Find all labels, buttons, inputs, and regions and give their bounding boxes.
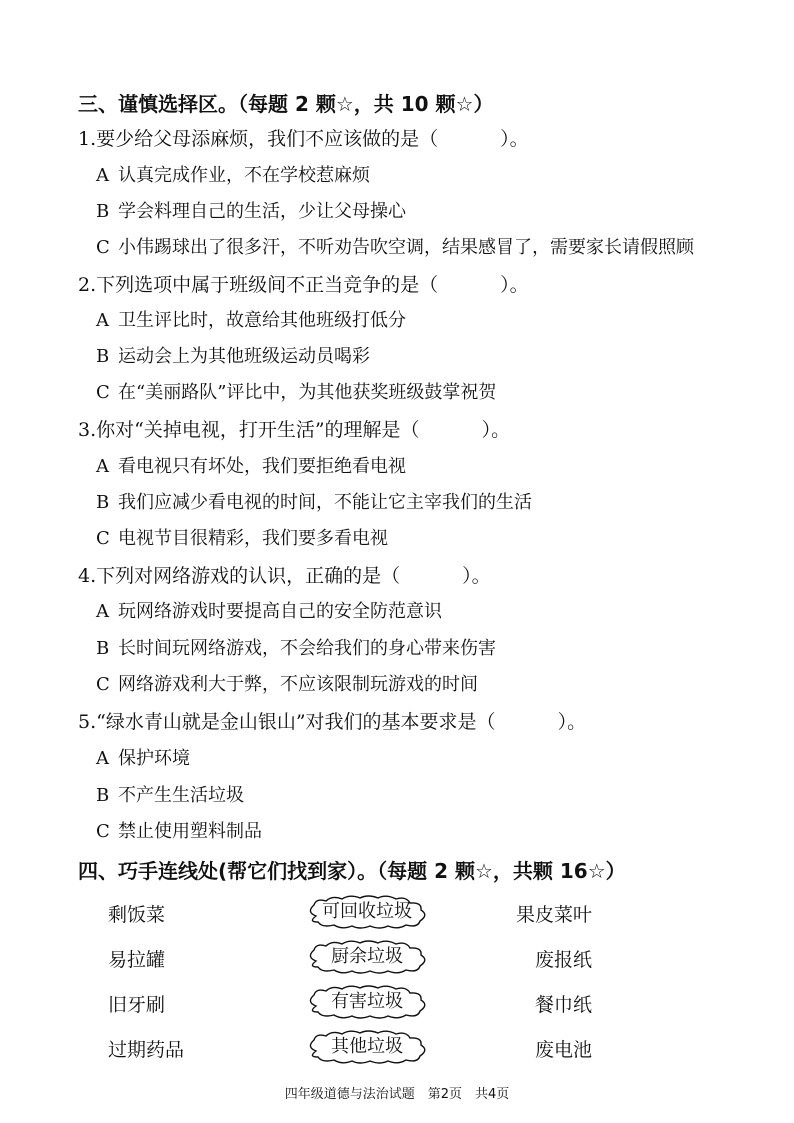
- question-1: 1.要少给父母添麻烦，我们不应该做的是（ ）。: [78, 128, 529, 150]
- question-4-option-a: A 玩网络游戏时要提高自己的安全防范意识: [96, 601, 442, 622]
- question-5-option-b: B 不产生生活垃圾: [96, 785, 244, 806]
- question-2: 2.下列选项中属于班级间不正当竞争的是（ ）。: [78, 274, 529, 296]
- match-right-item[interactable]: 果皮菜叶: [515, 904, 592, 926]
- section-3-title: 三、谨慎选择区。（每题 2 颗☆，共 10 颗☆）: [78, 92, 494, 116]
- question-3-option-a: A 看电视只有坏处，我们要拒绝看电视: [96, 456, 406, 477]
- match-left-item[interactable]: 过期药品: [108, 1039, 185, 1061]
- category-cloud[interactable]: [302, 1029, 432, 1065]
- section-4-title: 四、巧手连线处(帮它们找到家）。（每题 2 颗☆，共颗 16☆）: [78, 859, 626, 883]
- question-1-option-a: A 认真完成作业，不在学校惹麻烦: [96, 165, 370, 186]
- cloud-label: 可回收垃圾: [322, 901, 412, 922]
- cloud-label: 厨余垃圾: [331, 946, 403, 967]
- question-2-option-b: B 运动会上为其他班级运动员喝彩: [96, 346, 370, 367]
- match-left-item[interactable]: 剩饭菜: [108, 904, 166, 926]
- page-footer: 四年级道德与法治试题 第2页 共4页: [284, 1087, 510, 1102]
- cloud-label: 有害垃圾: [331, 991, 403, 1012]
- question-3-option-c: C 电视节目很精彩，我们要多看电视: [96, 528, 388, 549]
- match-right-item[interactable]: 废电池: [534, 1039, 592, 1061]
- match-right-item[interactable]: 餐巾纸: [534, 994, 592, 1016]
- question-4: 4.下列对网络游戏的认识，正确的是（ ）。: [78, 565, 491, 587]
- category-cloud[interactable]: [302, 894, 432, 930]
- match-right-item[interactable]: 废报纸: [534, 949, 592, 971]
- cloud-label: 其他垃圾: [331, 1036, 403, 1057]
- question-5-option-c: C 禁止使用塑料制品: [96, 821, 262, 842]
- question-5: 5.“绿水青山就是金山银山”对我们的基本要求是（ ）。: [78, 711, 587, 733]
- question-4-option-c: C 网络游戏利大于弊，不应该限制玩游戏的时间: [96, 674, 478, 695]
- question-4-option-b: B 长时间玩网络游戏，不会给我们的身心带来伤害: [96, 638, 496, 659]
- question-3-option-b: B 我们应减少看电视的时间，不能让它主宰我们的生活: [96, 492, 532, 513]
- question-2-option-c: C 在“美丽路队”评比中，为其他获奖班级鼓掌祝贺: [96, 382, 497, 403]
- category-cloud[interactable]: [302, 939, 432, 975]
- category-cloud[interactable]: [302, 984, 432, 1020]
- match-left-item[interactable]: 旧牙刷: [108, 994, 166, 1016]
- question-1-option-c: C 小伟踢球出了很多汗，不听劝告吹空调，结果感冒了，需要家长请假照顾: [96, 237, 694, 258]
- question-5-option-a: A 保护环境: [96, 748, 190, 769]
- match-left-item[interactable]: 易拉罐: [108, 949, 166, 971]
- question-3: 3.你对“关掉电视，打开生活”的理解是（ ）。: [78, 419, 511, 441]
- question-2-option-a: A 卫生评比时，故意给其他班级打低分: [96, 310, 406, 331]
- question-1-option-b: B 学会料理自己的生活，少让父母操心: [96, 201, 406, 222]
